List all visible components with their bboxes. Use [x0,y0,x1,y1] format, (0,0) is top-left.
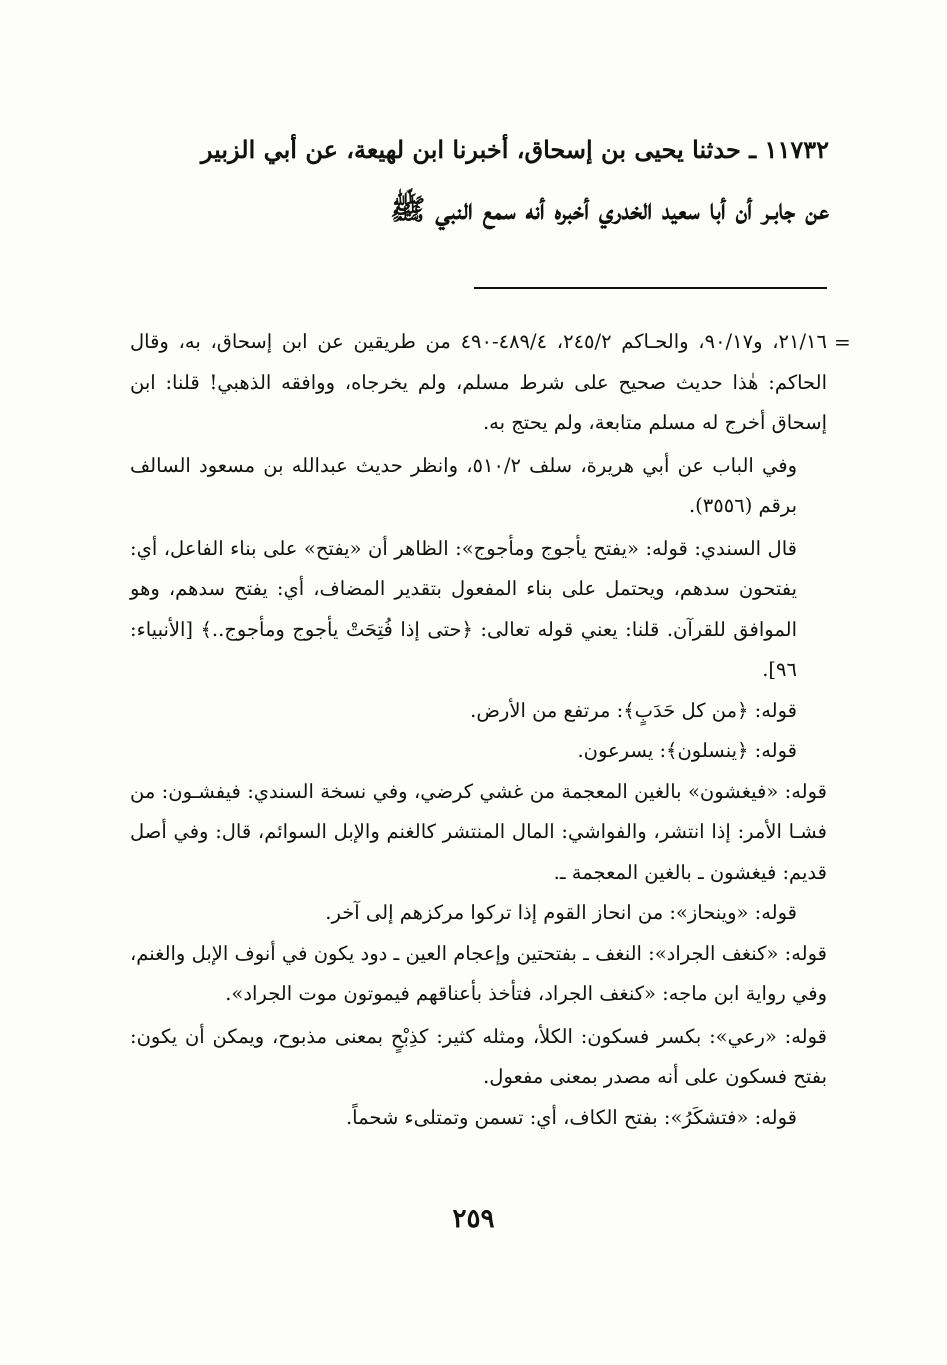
footnote-paragraph: قوله: «فتشكَرُ»: بفتح الكاف، أي: تسمن وتمتلىء شحماً. [345,1105,797,1129]
footnote-paragraph: قوله: «كنغف الجراد»: النغف ـ بفتحتين وإعجام العين ـ دود يكون في أنوف الإبل والغنم، وفي رواية ابن ماجه: «كنغف الجراد، فتأخذ بأعناقهم فيموتون موت الجراد». [130,941,827,1005]
continuation-mark: = [834,330,851,354]
hadith-line-2: عن جابـر أن أبا سعيد الخدري أخبره أنه سمع النبي ﷺ [390,192,829,226]
hadith-text [118,128,829,238]
footnote-paragraph: وفي الباب عن أبي هريرة، سلف ٥١٠/٢، وانظر حديث عبدالله بن مسعود السالف برقم (٣٥٥٦). [130,453,797,517]
footnote-paragraph: قال السندي: قوله: «يفتح يأجوج ومأجوج»: الظاهر أن «يفتح» على بناء الفاعل، أي: يفتحون سدهم، ويحتمل على بناء المفعول بتقدير المضاف، أي: يفتح سدهم، وهو الموافق للقرآن. قلنا: يعني قوله تعالى: ﴿حتى إذا فُتِحَتْ يأجوج ومأجوج..﴾ [الأنبياء: ٩٦]. [130,536,797,681]
footnotes [130,322,827,1138]
footnote-paragraph: قوله: «فيغشون» بالغين المعجمة من غشي كرضي، وفي نسخة السندي: فيفشـون: من فشـا الأمر: إذا انتشر، والفواشي: المال المنتشر كالغنم والإبل السوائم، قال: وفي أصل قديم: فيغشون ـ بالغين المعجمة ـ. [130,779,827,884]
footnote-paragraph: قوله: «وينحاز»: من انحاز القوم إذا تركوا مركزهم إلى آخر. [325,901,797,924]
hadith-line-1: ١١٧٣٢ ـ حدثنا يحيى بن إسحاق، أخبرنا ابن لهيعة، عن أبي الزبير [200,135,829,164]
page-number: ٢٥٩ [452,1204,495,1234]
footnote-paragraph: قوله: ﴿ينسلون﴾: يسرعون. [577,739,797,762]
footnote-paragraph: قوله: «رعي»: بكسر فسكون: الكلأ، ومثله كثير: كذِبْحٍ بمعنى مذبوح، ويمكن أن يكون: بفتح فسكون على أنه مصدر بمعنى مفعول. [130,1024,827,1088]
footnote-paragraph: ٢١/١٦، و٩٠/١٧، والحـاكم ٢٤٥/٢، ٤٨٩/٤-٤٩٠ من طريقين عن ابن إسحاق، به، وقال الحاكم: هٰذا حديث صحيح على شرط مسلم، ولم يخرجاه، ووافقه الذهبي! قلنا: ابن إسحاق أخرج له مسلم متابعة، ولم يحتج به. [130,330,827,434]
footnote-separator [474,287,827,289]
footnote-paragraph: قوله: ﴿من كل حَدَبٍ﴾: مرتفع من الأرض. [470,698,797,722]
